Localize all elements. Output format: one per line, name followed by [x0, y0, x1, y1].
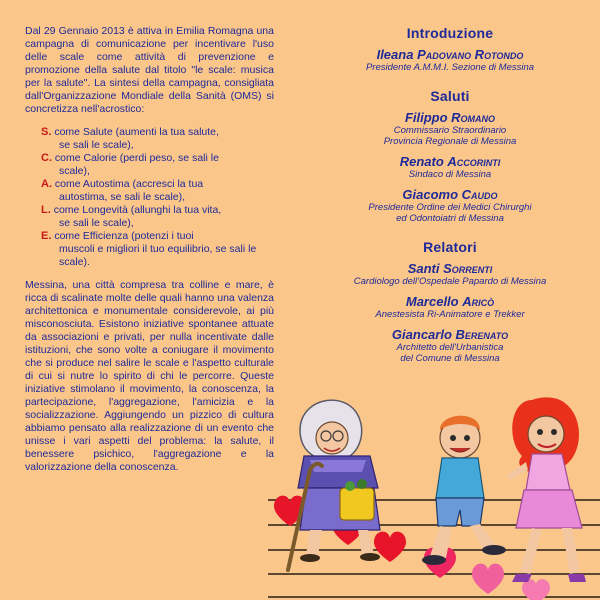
body-paragraph: Messina, una città compresa tra colline e mare, è ricca di scalinate molte delle quali hanno una valenza architettonica e monumentale considerevole, ai più misconosciuta. Esistono iniziative spontanee attuate da associazioni e privati, per nulla incentivate dalle istituzioni, che sono volte a coniugare il movimento che si produce nel salire le scale e l'aspetto culturale di cui si nutre lo spirito di chi le percorre. Queste iniziative stimolano il movimento, la conoscenza, la partecipazione, l'aggregazione, l'amicizia e la socializzazione. Aggiungendo un pizzico di cultura abbiamo pensato alla realizzazione di un evento che unisse i vari aspetti del problema: la salute, il benessere psichico, l'aggregazione e la valorizzazione della conoscenza.: [25, 279, 274, 473]
intro-paragraph: Dal 29 Gennaio 2013 è attiva in Emilia Romagna una campagna di comunicazione per incentivare l'uso delle scale come attività di prevenzione e promozione della salute dal titolo "le scale: musica per la salute". La sintesi della campagna, consigliata dall'Organizzazione Mondiale della Sanità (OMS) si concretizza nell'acrostico:: [25, 25, 274, 115]
woman-figure: [506, 397, 586, 582]
section-title-saluti: Saluti: [430, 88, 470, 104]
person-role: Presidente A.M.M.I. Sezione di Messina: [365, 62, 535, 73]
person-role: ed Odontoiatri di Messina: [396, 213, 504, 224]
person-last-name: Sorrenti: [443, 261, 493, 276]
acrostic-text: come Calorie (perdi peso, se sali le: [54, 152, 219, 164]
acrostic-text-cont: se sali le scale),: [59, 139, 134, 151]
acrostic-text-cont: se sali le scale),: [59, 217, 134, 229]
person-last-name: Accorinti: [447, 154, 501, 169]
person-entry: [306, 47, 594, 73]
person-first-name: Marcello: [405, 294, 459, 309]
boy-figure: [422, 416, 506, 565]
acrostic-text-cont: muscoli e migliori il tuo equilibrio, se sali le scale).: [59, 243, 257, 268]
person-first-name: Santi: [407, 261, 440, 276]
person-role: Architetto dell'Urbanistica: [396, 342, 504, 353]
person-role: Sindaco di Messina: [408, 169, 492, 180]
person-first-name: Renato: [399, 154, 444, 169]
person-entry: [306, 187, 594, 224]
acrostic-item: [41, 178, 274, 204]
person-name: [306, 110, 594, 125]
person-name: [306, 294, 594, 309]
acrostic-letter: L.: [41, 204, 51, 216]
person-name: [306, 187, 594, 202]
acrostic-text: come Efficienza (potenzi i tuoi: [54, 230, 194, 242]
acrostic-text: come Longevità (allunghi la tua vita,: [53, 204, 222, 216]
person-last-name: Aricò: [462, 294, 495, 309]
right-column: [306, 25, 594, 371]
section-title-introduzione: Introduzione: [406, 25, 494, 41]
acrostic-letter: E.: [41, 230, 52, 242]
cartoon-illustration: [270, 360, 600, 600]
person-role: Anestesista Ri-Animatore e Trekker: [375, 309, 525, 320]
grandmother-figure: [288, 400, 380, 570]
acrostic-item: [41, 204, 274, 230]
person-first-name: Giancarlo: [391, 327, 452, 342]
person-entry: [306, 154, 594, 180]
person-entry: [306, 261, 594, 287]
person-entry: [306, 110, 594, 147]
section-title-relatori: Relatori: [423, 239, 477, 255]
person-role: del Comune di Messina: [400, 353, 500, 364]
person-role: Commissario Straordinario: [393, 125, 507, 136]
acrostic-text: come Salute (aumenti la tua salute,: [54, 126, 219, 138]
person-name: [306, 154, 594, 169]
person-name: [306, 47, 594, 62]
person-last-name: Berenato: [455, 327, 509, 342]
acrostic-letter: C.: [41, 152, 52, 164]
person-last-name: Padovano Rotondo: [417, 47, 524, 62]
acrostic-item: [41, 152, 274, 178]
person-role: Presidente Ordine dei Medici Chirurghi: [368, 202, 532, 213]
acrostic-letter: A.: [41, 178, 52, 190]
person-first-name: Ileana: [376, 47, 414, 62]
person-name: [306, 327, 594, 342]
left-column: [25, 25, 274, 474]
person-entry: [306, 294, 594, 320]
person-last-name: Romano: [451, 110, 496, 125]
person-name: [306, 261, 594, 276]
acrostic-letter: S.: [41, 126, 52, 138]
person-last-name: Caudo: [461, 187, 498, 202]
person-entry: [306, 327, 594, 364]
acrostic-list: [41, 126, 274, 269]
acrostic-text-cont: autostima, se sali le scale),: [59, 191, 186, 203]
acrostic-item: [41, 126, 274, 152]
acrostic-item: [41, 230, 274, 269]
acrostic-text-cont: scale),: [59, 165, 90, 177]
person-first-name: Giacomo: [402, 187, 459, 202]
person-role: Provincia Regionale di Messina: [383, 136, 517, 147]
person-first-name: Filippo: [404, 110, 448, 125]
person-role: Cardiologo dell'Ospedale Papardo di Messina: [353, 276, 547, 287]
acrostic-text: come Autostima (accresci la tua: [54, 178, 204, 190]
